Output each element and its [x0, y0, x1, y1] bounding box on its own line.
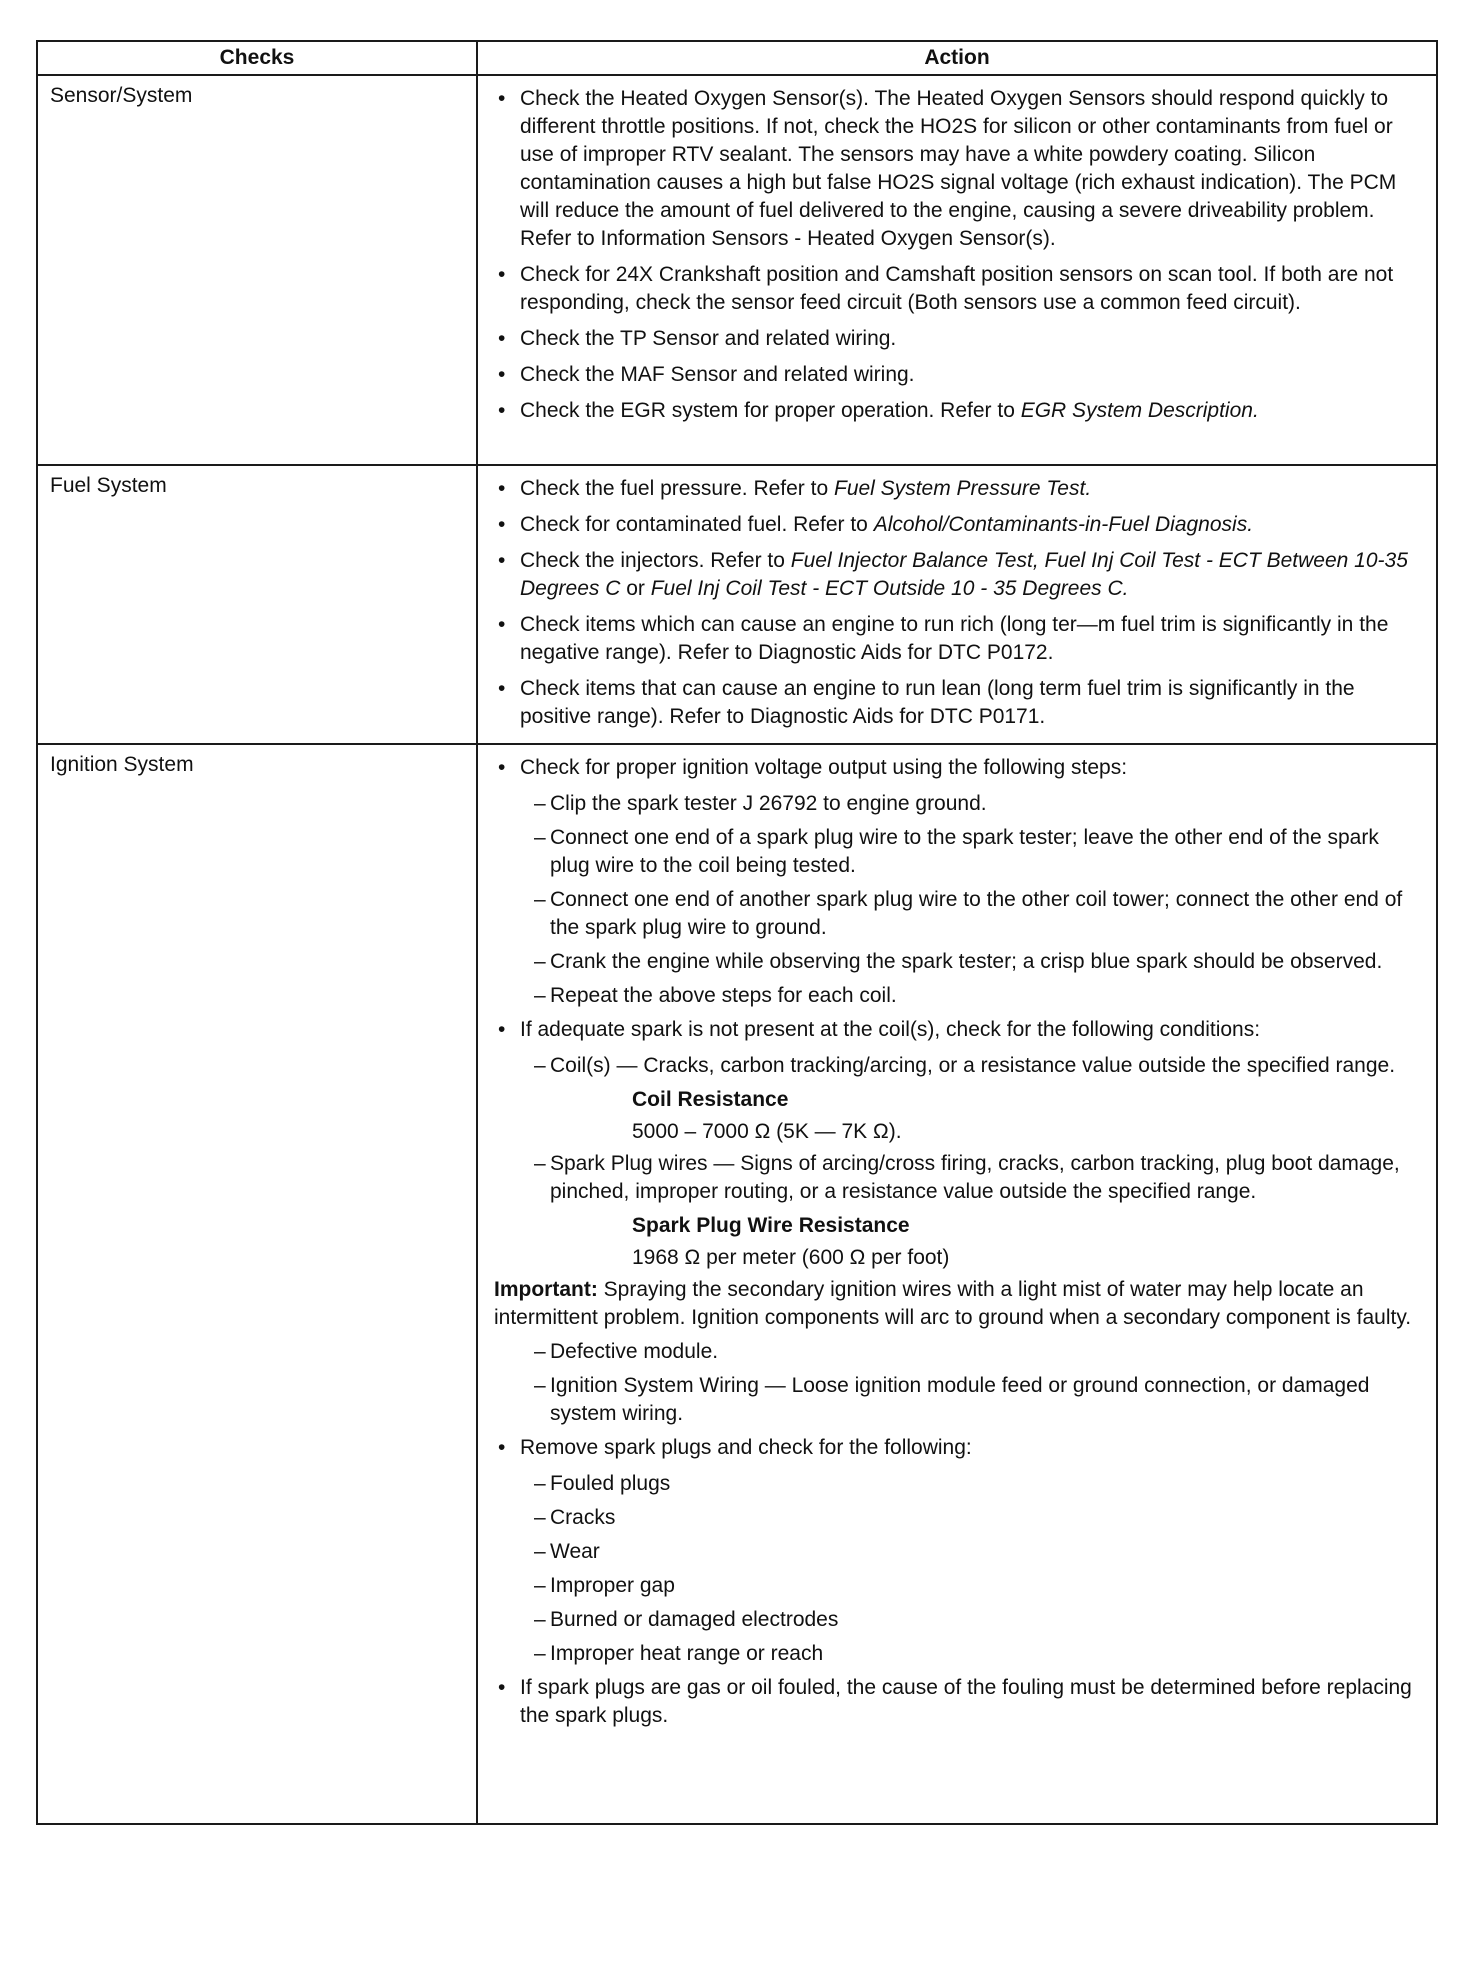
row-sensor-system — [37, 75, 1437, 465]
row-fuel-system — [37, 465, 1437, 744]
wire-resistance-value: 1968 Ω per meter (600 Ω per foot) — [632, 1246, 950, 1269]
item-text: Check for contaminated fuel. Refer to — [520, 513, 874, 536]
list-item: • If spark plugs are gas or oil fouled, the cause of the fouling must be determined before replacing the spark plugs. — [494, 1674, 1424, 1730]
action-ignition-system — [477, 744, 1437, 1824]
list-item — [494, 397, 1424, 425]
item-text: or — [620, 577, 651, 600]
item-text: Check the EGR system for proper operation. Refer to — [520, 399, 1021, 422]
list-item — [494, 547, 1424, 603]
sub-item: – Spark Plug wires — Signs of arcing/cross firing, cracks, carbon tracking, plug boot damage, pinched, improper routing, or a resistance value outside the specified range. — [494, 1150, 1424, 1206]
row-ignition-system — [37, 744, 1437, 1824]
wire-resistance-title: Spark Plug Wire Resistance — [632, 1214, 910, 1237]
sub-item: – Coil(s) — Cracks, carbon tracking/arcing, or a resistance value outside the specified range. — [494, 1052, 1424, 1080]
coil-resistance-value: 5000 – 7000 Ω (5K — 7K Ω). — [632, 1120, 902, 1143]
item-text: Check the injectors. Refer to — [520, 549, 791, 572]
sub-item: – Crank the engine while observing the spark tester; a crisp blue spark should be observed. — [494, 948, 1424, 976]
list-item: • Check the TP Sensor and related wiring. — [494, 325, 1424, 353]
list-item: • Check the Heated Oxygen Sensor(s). The Heated Oxygen Sensors should respond quickly to different throttle positions. If not, check the HO2S for silicon or other contaminants from fuel or use of improper RTV sealant. The sensors may have a white powdery coating. Silicon contamination causes a high but false HO2S signal voltage (rich exhaust indication). The PCM will reduce the amount of fuel delivered to the engine, causing a severe driveability problem. Refer to Information Sensors - Heated Oxygen Sensor(s). — [494, 85, 1424, 253]
important-text: Spraying the secondary ignition wires with a light mist of water may help locate an intermittent problem. Ignition components will arc to ground when a secondary component is faulty. — [494, 1278, 1412, 1329]
header-checks: Checks — [37, 41, 477, 75]
sub-item: – Defective module. — [494, 1338, 1424, 1366]
list-item: • If adequate spark is not present at the coil(s), check for the following conditions: — [494, 1016, 1424, 1044]
check-ignition-system: Ignition System — [37, 744, 477, 1824]
sub-item: – Fouled plugs — [494, 1470, 1424, 1498]
sub-item: – Wear — [494, 1538, 1424, 1566]
action-fuel-system — [477, 465, 1437, 744]
reference-injector-test: Fuel Injector Balance Test, Fuel Inj Coil Test - ECT Between 10-35 Degrees C — [520, 549, 1408, 600]
sub-item: – Burned or damaged electrodes — [494, 1606, 1424, 1634]
check-sensor-system: Sensor/System — [37, 75, 477, 465]
list-item — [494, 511, 1424, 539]
list-item: • Check for proper ignition voltage output using the following steps: — [494, 754, 1424, 782]
reference-egr: EGR System Description. — [1020, 399, 1259, 422]
important-note — [494, 1276, 1424, 1332]
important-label: Important: — [494, 1278, 598, 1301]
sub-item: – Connect one end of another spark plug wire to the other coil tower; connect the other end of the spark plug wire to ground. — [494, 886, 1424, 942]
sub-item: – Cracks — [494, 1504, 1424, 1532]
list-item: • Check the MAF Sensor and related wiring. — [494, 361, 1424, 389]
coil-resistance-title: Coil Resistance — [632, 1088, 789, 1111]
sub-item: – Ignition System Wiring — Loose ignition module feed or ground connection, or damaged system wiring. — [494, 1372, 1424, 1428]
list-item — [494, 475, 1424, 503]
reference-contaminants: Alcohol/Contaminants-in-Fuel Diagnosis. — [873, 513, 1254, 536]
reference-fuel-pressure: Fuel System Pressure Test. — [834, 477, 1092, 500]
diagnostic-table — [36, 40, 1438, 1825]
sub-item: – Connect one end of a spark plug wire to the spark tester; leave the other end of the spark plug wire to the coil being tested. — [494, 824, 1424, 880]
list-item: • Remove spark plugs and check for the following: — [494, 1434, 1424, 1462]
action-sensor-system — [477, 75, 1437, 465]
sub-item: – Improper gap — [494, 1572, 1424, 1600]
header-action: Action — [477, 41, 1437, 75]
list-item: • Check for 24X Crankshaft position and Camshaft position sensors on scan tool. If both are not responding, check the sensor feed circuit (Both sensors use a common feed circuit). — [494, 261, 1424, 317]
list-item: • Check items which can cause an engine to run rich (long ter—m fuel trim is significantly in the negative range). Refer to Diagnostic Aids for DTC P0172. — [494, 611, 1424, 667]
header-row — [37, 41, 1437, 75]
list-item: • Check items that can cause an engine to run lean (long term fuel trim is significantly in the positive range). Refer to Diagnostic Aids for DTC P0171. — [494, 675, 1424, 731]
sub-item: – Repeat the above steps for each coil. — [494, 982, 1424, 1010]
check-fuel-system: Fuel System — [37, 465, 477, 744]
item-text: Check the fuel pressure. Refer to — [520, 477, 834, 500]
sub-item: – Improper heat range or reach — [494, 1640, 1424, 1668]
reference-coil-test: Fuel Inj Coil Test - ECT Outside 10 - 35 Degrees C. — [650, 577, 1129, 600]
sub-item: – Clip the spark tester J 26792 to engine ground. — [494, 790, 1424, 818]
